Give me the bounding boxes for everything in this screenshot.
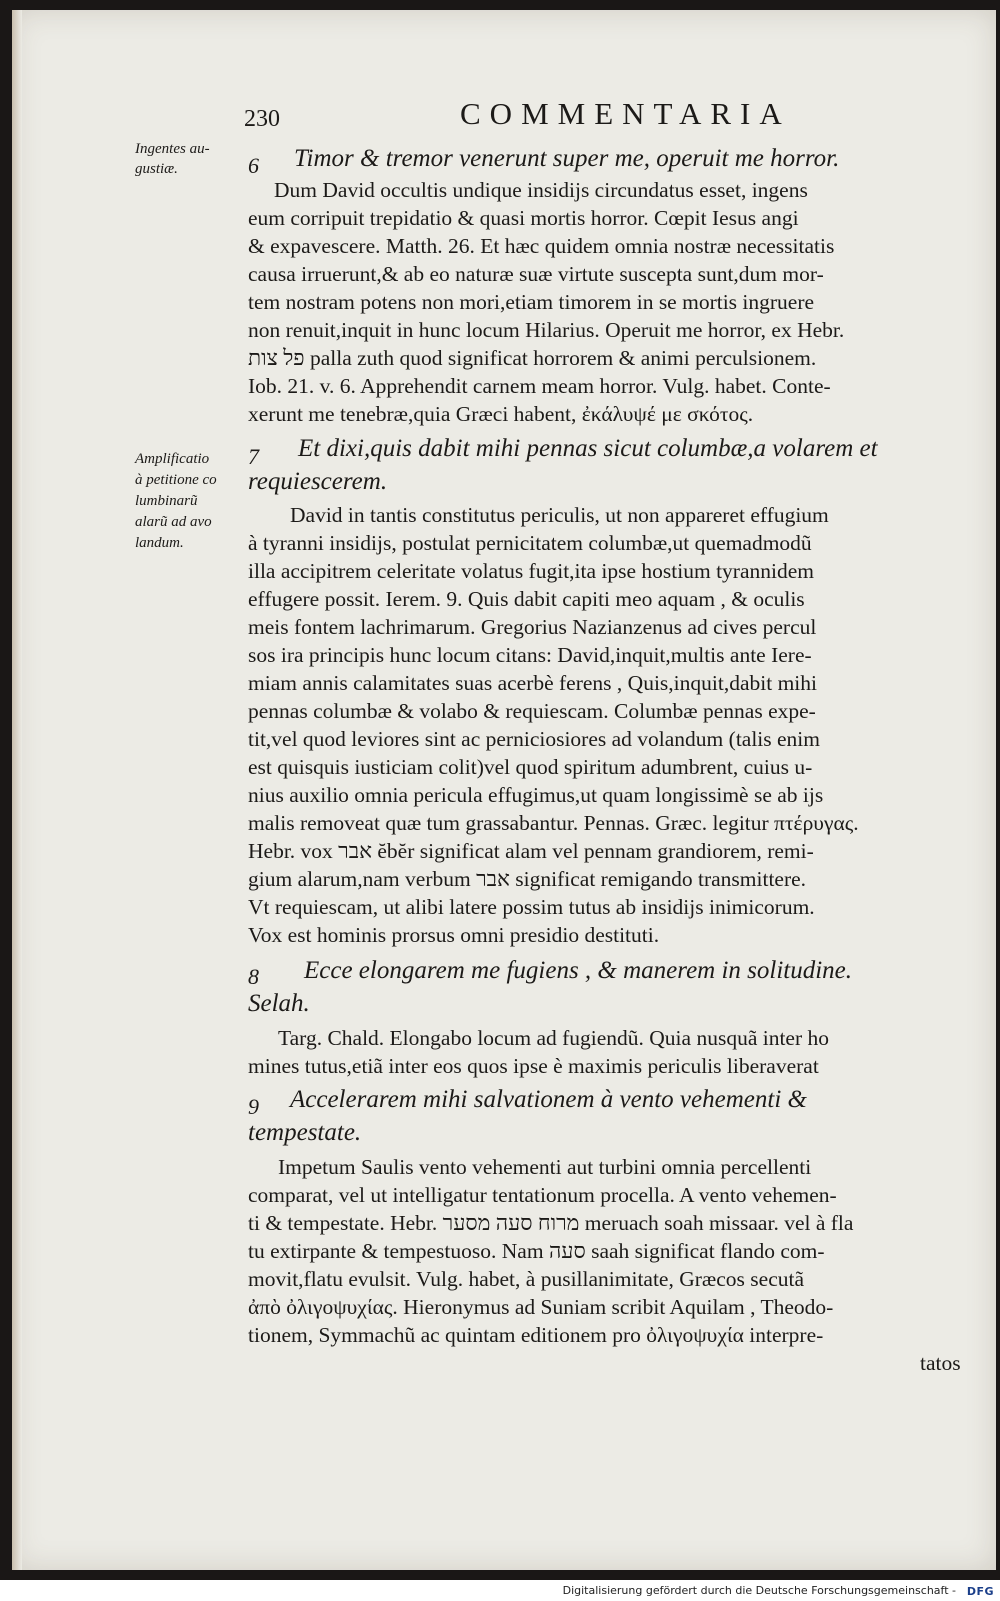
body-line: non renuit,inquit in hunc locum Hilarius. Operuit me horror, ex Hebr. bbox=[248, 318, 845, 342]
page-gutter-shadow bbox=[12, 10, 22, 1570]
body-line: pennas columbæ & volabo & requiescam. Columbæ pennas expe- bbox=[248, 699, 816, 723]
catchword: tatos bbox=[920, 1351, 961, 1375]
verse-9-line-2: tempestate. bbox=[248, 1119, 362, 1146]
margin-note-1b: gustiæ. bbox=[135, 161, 178, 177]
body-line: Hebr. vox אבר ĕbĕr significat alam vel pennam grandiorem, remi- bbox=[248, 839, 814, 863]
verse-6-text: Timor & tremor venerunt super me, operuit me horror. bbox=[294, 145, 840, 172]
margin-note-1a: Ingentes au- bbox=[135, 141, 210, 157]
page-number: 230 bbox=[244, 106, 280, 132]
body-line: miam annis calamitates suas acerbè ferens , Quis,inquit,dabit mihi bbox=[248, 671, 817, 695]
body-line: à tyranni insidijs, postulat pernicitatem columbæ,ut quemadmodũ bbox=[248, 531, 812, 555]
running-header: COMMENTARIA bbox=[460, 96, 791, 131]
body-line: Impetum Saulis vento vehementi aut turbini omnia percellenti bbox=[278, 1155, 812, 1179]
body-line: David in tantis constitutus periculis, ut non appareret effugium bbox=[290, 503, 829, 527]
body-line: meis fontem lachrimarum. Gregorius Nazianzenus ad cives percul bbox=[248, 615, 817, 639]
verse-number-7: 7 bbox=[248, 444, 259, 469]
body-line: Targ. Chald. Elongabo locum ad fugiendũ. Quia nusquã inter ho bbox=[278, 1026, 830, 1050]
body-line: Iob. 21. v. 6. Apprehendit carnem meam horror. Vulg. habet. Conte- bbox=[248, 374, 831, 398]
body-line: gium alarum,nam verbum אבר significat remigando transmittere. bbox=[248, 867, 807, 891]
body-line: Vt requiescam, ut alibi latere possim tutus ab insidijs inimicorum. bbox=[248, 895, 815, 919]
verse-number-8: 8 bbox=[248, 964, 259, 989]
footer-credit-text: Digitalisierung gefördert durch die Deutsche Forschungsgemeinschaft - bbox=[562, 1584, 956, 1597]
body-line: malis removeat quæ tum grassabantur. Pennas. Græc. legitur πτέρυγας. bbox=[248, 811, 859, 835]
body-line: illa accipitrem celeritate volatus fugit,ita ipse hostium tyrannidem bbox=[248, 559, 814, 583]
margin-note-2d: alarũ ad avo bbox=[135, 514, 212, 530]
body-line: tem nostram potens non mori,etiam timorem in se mortis ingruere bbox=[248, 290, 815, 314]
body-line: ἀπὸ ὀλιγοψυχίας. Hieronymus ad Suniam scribit Aquilam , Theodo- bbox=[248, 1295, 834, 1319]
margin-note-2a: Amplificatio bbox=[135, 451, 210, 467]
verse-8-line-1: Ecce elongarem me fugiens , & manerem in solitudine. bbox=[304, 957, 853, 984]
body-line: eum corripuit trepidatio & quasi mortis horror. Cœpit Iesus angi bbox=[248, 206, 799, 230]
dfg-logo: DFG bbox=[966, 1585, 994, 1598]
body-line: Dum David occultis undique insidijs circundatus esset, ingens bbox=[274, 178, 808, 202]
verse-8-line-2: Selah. bbox=[248, 990, 310, 1017]
margin-note-2c: lumbinarũ bbox=[135, 493, 198, 509]
verse-number-9: 9 bbox=[248, 1094, 259, 1119]
body-line: ti & tempestate. Hebr. מרוח סעה מסער meruach soah missaar. vel à fla bbox=[248, 1211, 854, 1235]
verse-9-line-1: Accelerarem mihi salvationem à vento vehementi & bbox=[290, 1086, 807, 1113]
verse-number-6: 6 bbox=[248, 153, 259, 178]
body-line: causa irruerunt,& ab eo naturæ suæ virtute suscepta sunt,dum mor- bbox=[248, 262, 824, 286]
body-line: פל צות palla zuth quod significat horrorem & animi perculsionem. bbox=[248, 346, 817, 370]
body-line: tu extirpante & tempestuoso. Nam סעה saah significat flando com- bbox=[248, 1239, 825, 1263]
body-line: tit,vel quod leviores sint ac perniciosiores ad volandum (talis enim bbox=[248, 727, 821, 751]
digitization-footer bbox=[0, 1582, 1000, 1601]
body-line: mines tutus,etiã inter eos quos ipse è maximis periculis liberaverat bbox=[248, 1054, 819, 1078]
margin-note-2e: landum. bbox=[135, 535, 184, 551]
body-line: xerunt me tenebræ,quia Græci habent, ἐκάλυψέ με σκότος. bbox=[248, 402, 754, 426]
margin-note-2b: à petitione co bbox=[135, 472, 217, 488]
body-line: sos ira principis hunc locum citans: David,inquit,multis ante Iere- bbox=[248, 643, 812, 667]
body-line: movit,flatu evulsit. Vulg. habet, à pusillanimitate, Græcos secutã bbox=[248, 1267, 805, 1291]
body-line: & expavescere. Matth. 26. Et hæc quidem omnia nostræ necessitatis bbox=[248, 234, 835, 258]
body-line: effugere possit. Ierem. 9. Quis dabit capiti meo aquam , & oculis bbox=[248, 587, 805, 611]
verse-7-line-2: requiescerem. bbox=[248, 468, 388, 495]
body-line: est quisquis iusticiam colit)vel quod spiritum adumbrent, cuius u- bbox=[248, 755, 813, 779]
body-line: Vox est hominis prorsus omni presidio destituti. bbox=[248, 923, 660, 947]
body-line: comparat, vel ut intelligatur tentationum procella. A vento vehemen- bbox=[248, 1183, 837, 1207]
body-line: nius auxilio omnia pericula effugimus,ut quam longissimè se ab ijs bbox=[248, 783, 824, 807]
body-line: tionem, Symmachũ ac quintam editionem pro ὀλιγοψυχία interpre- bbox=[248, 1323, 824, 1347]
verse-7-line-1: Et dixi,quis dabit mihi pennas sicut columbæ,a volarem et bbox=[298, 435, 878, 462]
